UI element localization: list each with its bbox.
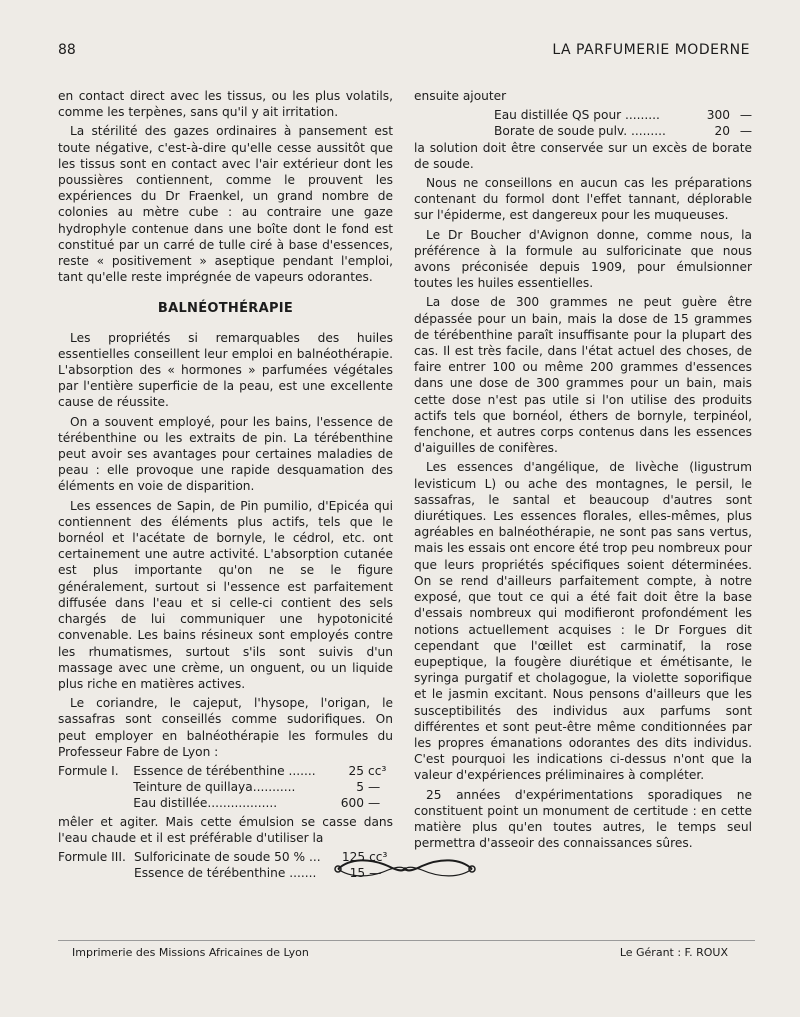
ingredient-qty: 15 <box>349 866 366 881</box>
left-paragraph-5: Les essences de Sapin, de Pin pumilio, d'Epicéa qui contiennent des éléments plus actifs, tels que le bornéol et l'acétate de bornyle, le cédrol, etc. ont certainement une autre activité. L'absorption cutanée est plus importante qu'on ne se le figure généralement, surtout si l'essence est parfaitement diffusée dans l'eau et si celle-ci contient des sels chargés de lui communiquer une hypotonicité convenable. Les bains résineux sont employés contre les rhumatismes, surtout s'ils sont suivis d'un massage avec une crème, un onguent, ou un liquide plus riche en matières actives. <box>58 498 393 691</box>
ingredient-qty: 600 <box>340 796 365 811</box>
ingredient-unit: — <box>368 796 381 811</box>
left-paragraph-3: Les propriétés si remarquables des huiles essentielles conseillent leur emploi en balnéothérapie. L'absorption des « hormones » parfumées végétales par l'entière superficie de la peau, est une excellente cause de réussite. <box>58 330 393 410</box>
ingredient-name: Teinture de quillaya........... <box>133 780 296 795</box>
ingredient-unit: cc³ <box>368 763 387 778</box>
ingredient-unit: — <box>739 124 752 139</box>
decorative-scroll-ornament-icon <box>330 852 480 886</box>
formula-row <box>58 779 393 795</box>
left-paragraph-4: On a souvent employé, pour les bains, l'essence de térébenthine ou les extraits de pin. La térébenthine peut avoir ses avantages pour certaines maladies de peau : elle provoque une rapide desquamation des éléments en voie de disparition. <box>58 414 393 494</box>
ingredient-unit: — <box>369 866 382 881</box>
formula-1-table <box>58 763 393 812</box>
ingredient-name: Essence de térébenthine ....... <box>133 763 316 778</box>
right-paragraph-2: la solution doit être conservée sur un excès de borate de soude. <box>414 140 752 171</box>
right-paragraph-3: Nous ne conseillons en aucun cas les préparations contenant du formol dont l'effet tannant, déplorable sur l'épiderme, est dangereux pour les muqueuses. <box>414 176 752 223</box>
right-column <box>414 88 752 854</box>
right-paragraph-1: ensuite ajouter <box>414 89 507 103</box>
footer-divider <box>58 940 755 941</box>
printer-credit: Imprimerie des Missions Africaines de Lyon <box>72 946 309 959</box>
formula-label: Formule III. <box>58 849 126 864</box>
left-paragraph-1: en contact direct avec les tissus, ou les plus volatils, comme les terpènes, sans qu'il y ait irritation. <box>58 89 393 120</box>
formula-row <box>58 763 393 779</box>
ingredient-name: Borate de soude pulv. ......... <box>494 124 666 139</box>
ingredient-unit: — <box>368 780 381 795</box>
right-paragraph-5: La dose de 300 grammes ne peut guère être dépassée pour un bain, mais la dose de 15 grammes de térébenthine paraît insuffisante pour la plupart des cas. Il est très facile, dans l'état actuel des choses, de faire entrer 100 ou même 200 grammes d'essences dans une dose de 300 grammes pour un bain, mais cette dose n'est pas utile si l'on utilise des produits actifs tels que bornéol, éthers de bornyle, terpinéol, fenchone, et autres corps contenus dans les essences d'aiguilles de conifères. <box>414 295 752 456</box>
ingredient-unit: cc³ <box>369 849 388 864</box>
ingredient-name: Eau distillée.................. <box>133 796 278 811</box>
ingredient-name: Essence de térébenthine ....... <box>134 866 317 881</box>
ingredient-unit: — <box>739 108 752 123</box>
recipe-row <box>494 107 752 123</box>
right-paragraph-4: Le Dr Boucher d'Avignon donne, comme nous, la préférence à la formule au sulforicinate que nous avons préconisée depuis 1909, pour émulsionner toutes les huiles essentielles. <box>414 227 752 291</box>
left-column <box>58 88 393 883</box>
formula-label: Formule I. <box>58 763 119 778</box>
right-paragraph-7: 25 années d'expérimentations sporadiques ne constituent point un monument de certitude : en cette matière plus qu'en toutes autres, le temps seul permettra d'asseoir des connaissances sûres. <box>414 787 752 851</box>
right-paragraph-6: Les essences d'angélique, de livèche (ligustrum levisticum L) ou ache des montagnes, le persil, le sassafras, le santal et beaucoup d'autres sont diurétiques. Les essences florales, elles-mêmes, plus agréables en balnéothérapie, ne sont pas sans vertus, mais les essais ont encore été trop peu nombreux pour que leurs propriétés spécifiques soient déterminées. On se rend d'ailleurs parfaitement compte, à notre exposé, que tout ce qui a été fait doit être la base d'essais nombreux qui modifieront profondément les notions actuellement acquises : le Dr Forgues dit cependant que l'œillet est carminatif, la rose eupeptique, la fougère diurétique et émétisante, le syringa purgatif et cholagogue, la violette soporifique et le jasmin excitant. Nous pensons d'ailleurs que les susceptibilités des individus aux parfums sont différentes et sont peut-être même conditionnées par les propres émanations odorantes des dits individus. C'est pourquoi les indications ci-dessus n'ont que la valeur d'expériences préliminaires à compléter. <box>414 460 752 783</box>
formula-label <box>58 865 134 881</box>
manager-credit: Le Gérant : F. ROUX <box>619 946 728 959</box>
left-paragraph-6: Le coriandre, le cajeput, l'hysope, l'origan, le sassafras sont conseillés comme sudorifiques. On peut employer en balnéothérapie les formules du Professeur Fabre de Lyon : <box>58 696 393 759</box>
running-title: LA PARFUMERIE MODERNE <box>552 42 750 58</box>
left-paragraph-2: La stérilité des gazes ordinaires à pansement est toute négative, c'est-à-dire qu'elle cesse aussitôt que les tissus sont en contact avec l'air extérieur dont les poussières contiennent, comme le prouvent les expériences du Dr Fraenkel, un grand nombre de colonies au mètre cube : au contraire une gaze hydrophyle contenue dans une boîte dont le fond est constitué par un carré de tulle ciré à base d'essences, reste « positivement » aseptique pendant l'emploi, tant qu'elle reste imprégnée de vapeurs odorantes. <box>58 124 393 285</box>
ingredient-qty: 125 <box>341 849 366 864</box>
ingredient-qty: 20 <box>714 124 730 139</box>
formula-label <box>58 779 133 795</box>
formula-row <box>58 795 393 811</box>
ingredient-name: Eau distillée QS pour ......... <box>494 108 660 123</box>
left-paragraph-7: mêler et agiter. Mais cette émulsion se casse dans l'eau chaude et il est préférable d'utiliser la <box>58 814 393 845</box>
page-number: 88 <box>58 42 76 58</box>
section-title: BALNÉOTHÉRAPIE <box>157 301 294 317</box>
ingredient-name: Sulforicinate de soude 50 % ... <box>134 849 321 864</box>
ingredient-qty: 25 <box>348 763 365 778</box>
ingredient-qty: 5 <box>356 780 365 795</box>
ingredient-qty: 300 <box>706 108 730 123</box>
recipe-row <box>494 123 752 139</box>
formula-label <box>58 795 133 811</box>
